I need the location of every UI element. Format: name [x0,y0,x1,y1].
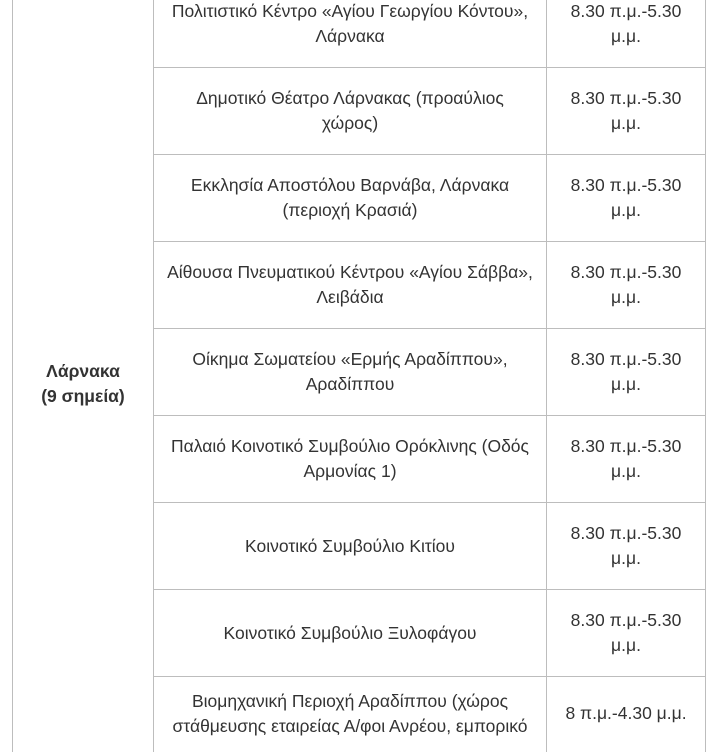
location-cell [154,0,547,68]
hours-cell [547,329,706,416]
location-cell [154,155,547,242]
hours-text: μ.μ. [611,374,641,394]
hours-text: 8.30 π.μ.-5.30 [570,175,682,195]
hours-text: μ.μ. [611,461,641,481]
location-text: Αραδίππου [305,374,395,394]
location-text: Λάρνακα [315,26,385,46]
schedule-table [12,0,706,752]
location-cell [154,677,547,752]
district-name: Λάρνακα [46,360,120,381]
location-cell [154,590,547,677]
hours-text: 8.30 π.μ.-5.30 [570,523,682,543]
hours-cell [547,0,706,68]
hours-text: 8.30 π.μ.-5.30 [570,610,682,630]
location-text: χώρος) [321,113,379,133]
location-cell [154,242,547,329]
district-count: (9 σημεία) [41,385,125,406]
hours-text: μ.μ. [611,635,641,655]
location-cell [154,416,547,503]
hours-cell [547,677,706,752]
hours-text: μ.μ. [611,26,641,46]
hours-text: 8.30 π.μ.-5.30 [570,1,682,21]
hours-text: 8.30 π.μ.-5.30 [570,349,682,369]
hours-cell [547,68,706,155]
location-cell [154,68,547,155]
location-text: Δημοτικό Θέατρο Λάρνακας (προαύλιος [196,88,504,108]
hours-text: 8.30 π.μ.-5.30 [570,436,682,456]
hours-text: μ.μ. [611,113,641,133]
location-text: Αίθουσα Πνευματικού Κέντρου «Αγίου Σάββα», [167,262,533,282]
hours-cell [547,503,706,590]
hours-text: μ.μ. [611,200,641,220]
hours-text: 8.30 π.μ.-5.30 [570,88,682,108]
hours-cell [547,590,706,677]
location-cell [154,503,547,590]
hours-text: 8 π.μ.-4.30 μ.μ. [565,703,687,723]
hours-cell [547,155,706,242]
location-text: Κοινοτικό Συμβούλιο Κιτίου [245,535,455,556]
location-text: Πολιτιστικό Κέντρο «Αγίου Γεωργίου Κόντου», [171,1,529,21]
location-text: Εκκλησία Αποστόλου Βαρνάβα, Λάρνακα [190,175,510,195]
hours-cell [547,416,706,503]
location-cell [154,329,547,416]
location-text: Κοινοτικό Συμβούλιο Ξυλοφάγου [223,622,477,643]
schedule-table-body [13,0,706,752]
hours-text: μ.μ. [611,548,641,568]
district-cell [13,0,154,752]
location-text: Αρμονίας 1) [303,461,397,481]
location-text: στάθμευσης εταιρείας Α/φοι Ανρέου, εμπορικό [172,716,528,736]
location-text: Παλαιό Κοινοτικό Συμβούλιο Ορόκλινης (Οδός [171,436,529,456]
location-text: Λειβάδια [316,287,384,307]
table-row [13,0,706,68]
location-text: (περιοχή Κρασιά) [282,200,418,220]
location-text: Οίκημα Σωματείου «Ερμής Αραδίππου», [192,349,508,369]
hours-text: μ.μ. [611,287,641,307]
hours-cell [547,242,706,329]
hours-text: 8.30 π.μ.-5.30 [570,262,682,282]
location-text: Βιομηχανική Περιοχή Αραδίππου (χώρος [191,691,509,711]
